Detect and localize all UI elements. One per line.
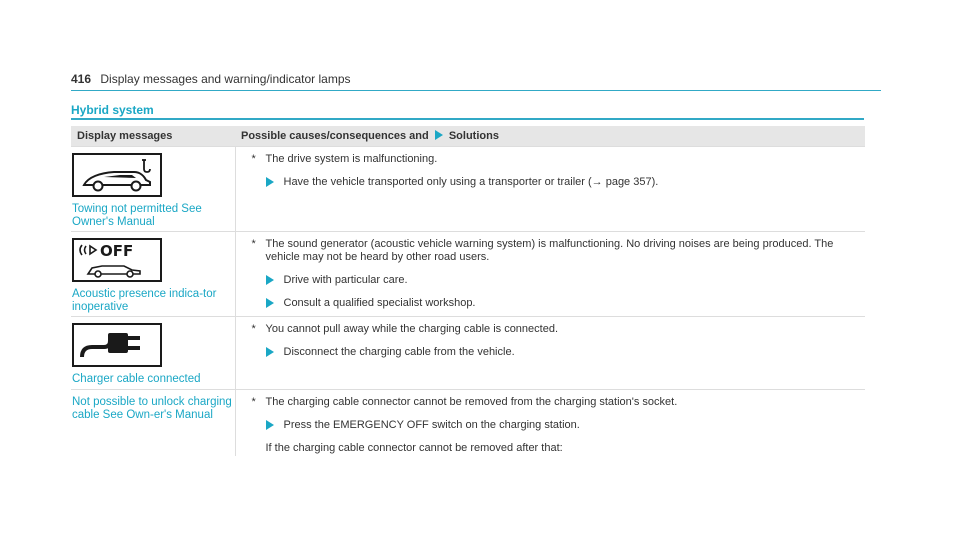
solution-item bbox=[236, 419, 866, 432]
solution-item bbox=[236, 346, 866, 359]
solution-label: Press the EMERGENCY OFF switch on the charging station. bbox=[283, 419, 580, 431]
cause-text bbox=[236, 238, 866, 264]
cause-label: You cannot pull away while the charging cable is connected. bbox=[265, 323, 559, 335]
solution-label: Consult a qualified specialist workshop. bbox=[283, 297, 476, 309]
display-message-label: Charger cable connected bbox=[72, 373, 201, 385]
page-header-title: Display messages and warning/indicator lamps bbox=[100, 72, 351, 86]
col-display-messages: Display messages bbox=[71, 126, 235, 147]
footnote-marker: * bbox=[251, 396, 256, 408]
display-message-label: Towing not permitted See Owner's Manual bbox=[72, 203, 202, 228]
table-row bbox=[71, 147, 865, 232]
solution-item bbox=[236, 176, 866, 189]
col-causes-solutions bbox=[235, 126, 865, 147]
page-number: 416 bbox=[71, 72, 92, 86]
causes-solutions-cell bbox=[235, 232, 865, 317]
arrow-icon bbox=[266, 420, 274, 430]
table-header-row bbox=[71, 126, 865, 147]
arrow-icon bbox=[266, 177, 274, 187]
footnote-marker: * bbox=[251, 238, 256, 250]
cause-text bbox=[236, 396, 866, 409]
footnote-marker: * bbox=[251, 153, 256, 165]
acoustic-off-icon bbox=[72, 238, 162, 282]
causes-solutions-cell bbox=[235, 147, 865, 232]
col-solutions-label: Solutions bbox=[448, 130, 499, 142]
solution-item bbox=[236, 274, 866, 287]
solution-item bbox=[236, 297, 866, 310]
display-messages-table bbox=[71, 126, 865, 456]
table-row bbox=[71, 390, 865, 457]
display-message-cell bbox=[71, 317, 235, 390]
arrow-icon bbox=[266, 298, 274, 308]
solution-label: Disconnect the charging cable from the vehicle. bbox=[283, 346, 515, 358]
col-causes-label: Possible causes/consequences and bbox=[241, 130, 429, 142]
acoustic-off-text: OFF bbox=[100, 242, 134, 260]
cause-label: The sound generator (acoustic vehicle warning system) is malfunctioning. No driving noises are being produced. The vehicle may not be heard by other road users. bbox=[265, 238, 834, 263]
solution-label: Have the vehicle transported only using a transporter or trailer (→ page 357). bbox=[283, 176, 659, 188]
page-header bbox=[71, 72, 881, 91]
car-towing-icon bbox=[72, 153, 162, 197]
table-row bbox=[71, 317, 865, 390]
display-message-label: Not possible to unlock charging cable See Own-er's Manual bbox=[72, 396, 232, 421]
display-message-cell bbox=[71, 390, 235, 457]
arrow-icon bbox=[266, 347, 274, 357]
cause-label: The drive system is malfunctioning. bbox=[265, 153, 438, 165]
arrow-icon bbox=[435, 130, 443, 140]
table-row bbox=[71, 232, 865, 317]
cause-text bbox=[236, 323, 866, 336]
display-message-cell bbox=[71, 147, 235, 232]
section-title: Hybrid system bbox=[71, 103, 864, 120]
causes-solutions-cell bbox=[235, 317, 865, 390]
display-message-label: Acoustic presence indica-tor inoperative bbox=[72, 288, 217, 313]
charging-plug-icon bbox=[72, 323, 162, 367]
note-text: If the charging cable connector cannot be removed after that: bbox=[265, 442, 563, 454]
cause-text bbox=[236, 153, 866, 166]
footnote-marker: * bbox=[251, 323, 256, 335]
solution-label: Drive with particular care. bbox=[283, 274, 408, 286]
cause-label: The charging cable connector cannot be removed from the charging station's socket. bbox=[265, 396, 678, 408]
causes-solutions-cell bbox=[235, 390, 865, 457]
arrow-icon bbox=[266, 275, 274, 285]
display-message-cell bbox=[71, 232, 235, 317]
